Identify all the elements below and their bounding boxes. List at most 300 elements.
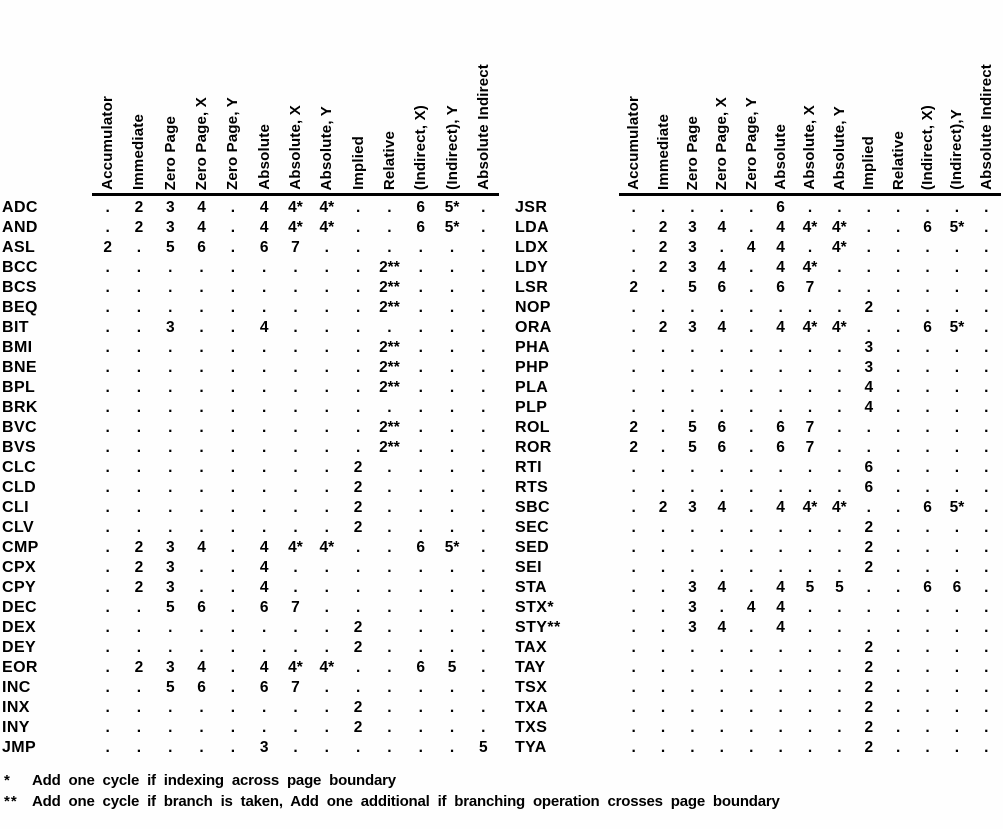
cycle-cell: . <box>631 339 636 356</box>
cycle-cell: . <box>387 679 392 696</box>
cycle-cell: . <box>418 619 423 636</box>
cycle-cell: . <box>660 559 666 576</box>
cycle-cell: . <box>293 259 298 276</box>
cycle-cell: . <box>837 619 842 636</box>
cycle-cell: . <box>837 559 842 576</box>
cycle-cell: . <box>954 239 960 256</box>
table-row <box>515 318 1001 338</box>
cycle-cell: 5* <box>949 319 965 336</box>
cycle-cell: . <box>984 599 989 616</box>
column-header: Zero Page, Y <box>742 97 760 190</box>
cycle-cell: 4 <box>717 319 727 336</box>
cycle-cell: . <box>168 279 173 296</box>
tables-row <box>2 6 1003 758</box>
cycle-cell: . <box>199 439 204 456</box>
table-row <box>2 538 499 558</box>
opcode-label: TAY <box>515 659 546 676</box>
cycle-cell: 2 <box>658 259 668 276</box>
cycle-cell: . <box>954 339 960 356</box>
cycle-cell: . <box>449 399 455 416</box>
cycle-cell: 3 <box>165 199 175 216</box>
cycle-cell: 4* <box>288 539 303 556</box>
cycle-cell: . <box>418 639 423 656</box>
cycle-cell: 4 <box>864 399 874 416</box>
cycle-cell: . <box>895 199 901 216</box>
cycle-cell: . <box>136 679 142 696</box>
cycle-cell: . <box>168 379 173 396</box>
cycle-cell: . <box>719 539 724 556</box>
cycle-cell: . <box>262 299 267 316</box>
cycle-cell: . <box>837 299 842 316</box>
cycle-cell: . <box>199 279 204 296</box>
cycle-cell: 6 <box>197 679 206 696</box>
table-row <box>515 618 1001 638</box>
cycle-cell: . <box>807 699 813 716</box>
cycle-cell: . <box>749 299 754 316</box>
cycle-cell: . <box>136 699 142 716</box>
cycle-cell: . <box>866 199 871 216</box>
cycle-cell: . <box>807 299 813 316</box>
cycle-cell: 6 <box>717 279 727 296</box>
cycle-cell: . <box>719 699 724 716</box>
cycle-cell: . <box>660 739 666 756</box>
cycle-cell: . <box>481 279 486 296</box>
cycle-cell: . <box>324 279 329 296</box>
cycle-cell: . <box>660 279 666 296</box>
cycle-cell: . <box>660 579 666 596</box>
cycle-cell: . <box>660 539 666 556</box>
cycle-cell: 6 <box>923 319 932 336</box>
opcode-label: LSR <box>515 279 549 296</box>
column-header: Absolute <box>255 124 273 190</box>
cycle-cell: . <box>262 479 267 496</box>
cycle-cell: . <box>481 499 486 516</box>
cycle-cell: . <box>954 639 960 656</box>
cycle-cell: . <box>866 239 871 256</box>
cycle-cell: . <box>387 319 392 336</box>
cycle-cell: . <box>230 599 236 616</box>
cycle-cell: . <box>136 439 142 456</box>
table-row <box>2 718 499 738</box>
column-header: Zero Page, X <box>713 96 731 190</box>
cycle-cell: . <box>230 279 236 296</box>
column-header-cell <box>766 6 795 190</box>
cycle-cell: . <box>324 519 329 536</box>
opcode-label: ROL <box>515 419 550 436</box>
column-headers <box>2 6 499 190</box>
cycle-cell: . <box>749 379 754 396</box>
cycle-cell: . <box>105 279 110 296</box>
cycle-cell: . <box>324 559 329 576</box>
cycle-cell: . <box>418 599 423 616</box>
cycle-cell: . <box>387 519 392 536</box>
cycle-cell: 4* <box>832 319 847 336</box>
cycle-cell: . <box>136 359 142 376</box>
cycle-cell: . <box>418 719 423 736</box>
cycle-cell: . <box>199 499 204 516</box>
cycle-cell: 5* <box>444 219 460 236</box>
cycle-cell: . <box>481 719 486 736</box>
cycle-cell: . <box>984 319 989 336</box>
cycle-cell: 4 <box>717 579 727 596</box>
cycle-cell: 4* <box>832 499 847 516</box>
cycle-cell: . <box>105 559 110 576</box>
cycle-cell: . <box>387 239 392 256</box>
cycle-cell: . <box>895 659 901 676</box>
cycle-cell: . <box>837 519 842 536</box>
table-row <box>515 518 1001 538</box>
cycle-cell: . <box>355 539 361 556</box>
cycle-cell: . <box>199 299 204 316</box>
cycle-cell: . <box>895 679 901 696</box>
cycle-cell: 2 <box>629 439 638 456</box>
cycle-cell: . <box>230 619 236 636</box>
cycle-cell: . <box>293 479 298 496</box>
cycle-cell: . <box>631 359 636 376</box>
cycle-cell: . <box>778 699 783 716</box>
cycle-cell: . <box>168 499 173 516</box>
cycle-cell: . <box>690 639 695 656</box>
cycle-cell: . <box>984 459 989 476</box>
cycle-cell: . <box>984 219 989 236</box>
cycle-cell: . <box>719 339 724 356</box>
cycle-cell: . <box>449 559 455 576</box>
cycle-cell: . <box>324 399 329 416</box>
cycle-cell: . <box>355 419 361 436</box>
cycle-cell: . <box>324 579 329 596</box>
cycle-cell: . <box>660 439 666 456</box>
cycle-cell: . <box>168 639 173 656</box>
cycle-cell: . <box>895 379 901 396</box>
cycle-cell: . <box>749 259 754 276</box>
cycle-cell: . <box>690 199 695 216</box>
cycle-cell: . <box>481 339 486 356</box>
cycle-cell: . <box>925 599 930 616</box>
table-row <box>515 218 1001 238</box>
cycle-cell: . <box>449 699 455 716</box>
cycle-cell: 3 <box>165 319 175 336</box>
column-header-cell <box>678 6 707 190</box>
cycle-cell: . <box>837 259 842 276</box>
cycle-cell: 3 <box>688 579 697 596</box>
cycle-cell: . <box>481 379 486 396</box>
cycle-cell: . <box>105 679 110 696</box>
cycle-cell: . <box>105 259 110 276</box>
table-row <box>2 438 499 458</box>
cycle-cell: 2 <box>658 319 668 336</box>
cycle-cell: . <box>199 719 204 736</box>
cycle-cell: 7 <box>805 419 815 436</box>
cycle-cell: . <box>293 699 298 716</box>
cycle-cell: . <box>262 399 267 416</box>
cycle-cell: . <box>631 259 636 276</box>
cycle-cell: . <box>387 619 392 636</box>
cycle-cell: . <box>355 599 361 616</box>
cycle-cell: . <box>925 259 930 276</box>
cycle-cell: . <box>324 439 329 456</box>
cycle-cell: . <box>807 559 813 576</box>
cycle-cell: . <box>105 499 110 516</box>
cycle-cell: . <box>660 679 666 696</box>
cycle-cell: . <box>778 399 783 416</box>
cycle-cell: . <box>837 279 842 296</box>
cycle-cell: . <box>449 599 455 616</box>
cycle-cell: . <box>168 519 173 536</box>
column-headers <box>515 6 1001 190</box>
cycle-cell: 5 <box>688 439 697 456</box>
opcode-label: RTI <box>515 459 542 476</box>
table-row <box>2 258 499 278</box>
cycle-cell: 4 <box>776 319 785 336</box>
cycle-cell: 6 <box>776 279 785 296</box>
cycle-cell: . <box>136 259 142 276</box>
cycle-cell: . <box>866 279 871 296</box>
cycle-cell: . <box>355 739 361 756</box>
cycle-cell: . <box>631 379 636 396</box>
opcode-label: INX <box>2 699 30 716</box>
cycle-cell: 7 <box>291 679 300 696</box>
cycle-cell: . <box>895 299 901 316</box>
cycle-cell: 2** <box>379 279 400 296</box>
cycle-cell: . <box>631 679 636 696</box>
cycle-cell: . <box>778 739 783 756</box>
cycle-cell: . <box>199 739 204 756</box>
cycle-cell: 5 <box>479 739 488 756</box>
cycle-cell: . <box>262 459 267 476</box>
cycle-cell: . <box>984 679 989 696</box>
cycle-cell: . <box>449 379 455 396</box>
cycle-cell: 2 <box>134 539 144 556</box>
opcode-label: BPL <box>2 379 36 396</box>
cycle-cell: 3 <box>688 319 697 336</box>
cycle-cell: . <box>481 439 486 456</box>
cycle-cell: . <box>481 559 486 576</box>
cycle-cell: . <box>895 259 901 276</box>
cycle-cell: . <box>199 339 204 356</box>
cycle-cell: . <box>293 459 298 476</box>
cycle-cell: . <box>418 419 423 436</box>
column-header-cell <box>619 6 648 190</box>
cycle-cell: 5 <box>688 419 697 436</box>
cycle-cell: . <box>925 699 930 716</box>
column-header: Implied <box>860 136 878 190</box>
cycle-cell: . <box>631 319 636 336</box>
cycle-cell: . <box>954 459 960 476</box>
cycle-cell: 2 <box>864 739 874 756</box>
cycle-cell: . <box>262 439 267 456</box>
cycle-cell: . <box>749 359 754 376</box>
cycle-cell: . <box>105 439 110 456</box>
cycle-cell: . <box>262 379 267 396</box>
cycle-cell: . <box>230 199 236 216</box>
column-header: Zero Page <box>683 115 701 190</box>
table-row <box>515 658 1001 678</box>
table-row <box>2 658 499 678</box>
cycle-cell: 6 <box>416 659 426 676</box>
cycle-cell: . <box>230 579 236 596</box>
cycle-cell: . <box>199 639 204 656</box>
cycle-cell: . <box>324 319 329 336</box>
cycle-cell: . <box>984 639 989 656</box>
cycle-cell: . <box>925 519 930 536</box>
cycle-cell: 2 <box>353 699 363 716</box>
cycle-cell: . <box>631 719 636 736</box>
cycle-cell: . <box>925 379 930 396</box>
cycle-cell: . <box>837 679 842 696</box>
cycle-cell: . <box>984 619 989 636</box>
cycle-cell: . <box>105 219 110 236</box>
cycle-cell: . <box>778 519 783 536</box>
footnote-text: Add one cycle if indexing across page boundary <box>32 772 396 789</box>
cycle-cell: . <box>293 579 298 596</box>
cycle-cell: . <box>262 619 267 636</box>
cycle-cell: . <box>168 459 173 476</box>
cycle-cell: . <box>481 259 486 276</box>
cycle-cell: . <box>230 459 236 476</box>
cycle-cell: . <box>925 299 930 316</box>
table-row <box>515 738 1001 758</box>
opcode-label: BCS <box>2 279 37 296</box>
column-header: Immediate <box>130 114 148 190</box>
opcode-label: TXA <box>515 699 549 716</box>
cycle-cell: . <box>631 599 636 616</box>
cycle-cell: . <box>631 459 636 476</box>
cycle-cell: . <box>749 479 754 496</box>
cycle-cell: . <box>355 379 361 396</box>
opcode-label: BVS <box>2 439 37 456</box>
cycle-cell: . <box>168 299 173 316</box>
header-corner <box>2 6 92 190</box>
cycle-cell: . <box>418 299 423 316</box>
table-row <box>515 638 1001 658</box>
cycle-cell: 6 <box>259 239 269 256</box>
cycle-cell: . <box>660 659 666 676</box>
cycle-cell: . <box>230 499 236 516</box>
cycle-cell: . <box>895 219 901 236</box>
cycle-cell: . <box>481 639 486 656</box>
cycle-cell: . <box>105 299 110 316</box>
column-header-cell <box>123 6 154 190</box>
cycle-cell: . <box>199 259 204 276</box>
opcode-label: SED <box>515 539 550 556</box>
column-header-cell <box>468 6 499 190</box>
cycle-cell: . <box>749 539 754 556</box>
cycle-cell: 6 <box>416 539 426 556</box>
cycle-cell: 4* <box>288 659 303 676</box>
cycle-cell: . <box>807 519 813 536</box>
cycle-cell: 2 <box>134 659 144 676</box>
cycle-cell: 2 <box>864 639 874 656</box>
cycle-cell: . <box>954 479 960 496</box>
cycle-cell: . <box>895 459 901 476</box>
cycle-cell: . <box>168 479 173 496</box>
cycle-cell: . <box>807 719 813 736</box>
cycle-cell: . <box>984 259 989 276</box>
cycle-cell: . <box>199 419 204 436</box>
cycle-cell: . <box>954 539 960 556</box>
cycle-cell: 2** <box>379 379 400 396</box>
column-header: Implied <box>349 136 367 190</box>
footnote-marker: ** <box>4 793 18 810</box>
table-row <box>515 578 1001 598</box>
column-header-cell <box>280 6 311 190</box>
cycle-cell: . <box>690 299 695 316</box>
cycle-cell: . <box>895 239 901 256</box>
cycle-cell: 4* <box>802 219 818 236</box>
cycle-cell: . <box>807 339 813 356</box>
cycle-cell: . <box>719 719 724 736</box>
cycle-cell: . <box>778 359 783 376</box>
cycle-cell: . <box>778 659 783 676</box>
cycle-cell: . <box>778 459 783 476</box>
cycle-cell: . <box>324 619 329 636</box>
column-header-cell <box>405 6 436 190</box>
cycle-cell: . <box>778 679 783 696</box>
cycle-cell: 4 <box>259 659 269 676</box>
cycle-cell: . <box>293 519 298 536</box>
cycle-cell: . <box>954 679 960 696</box>
column-header: Absolute <box>772 124 790 190</box>
footnotes <box>2 770 1003 812</box>
cycle-cell: . <box>925 539 930 556</box>
cycle-cell: 4 <box>259 539 269 556</box>
cycle-cell: . <box>105 739 110 756</box>
cycle-cell: . <box>230 719 236 736</box>
cycle-cell: . <box>168 259 173 276</box>
cycle-cell: 2 <box>353 479 363 496</box>
cycle-cell: . <box>105 599 110 616</box>
cycle-cell: . <box>449 479 455 496</box>
table-row <box>515 438 1001 458</box>
cycle-cell: 5 <box>447 659 457 676</box>
cycle-cell: . <box>660 339 666 356</box>
cycle-cell: . <box>105 719 110 736</box>
cycle-cell: . <box>324 239 329 256</box>
cycle-cell: . <box>719 599 724 616</box>
cycle-cell: . <box>449 459 455 476</box>
opcode-label: ROR <box>515 439 552 456</box>
cycle-cell: . <box>387 539 392 556</box>
cycle-cell: . <box>954 359 960 376</box>
cycle-cell: . <box>293 319 298 336</box>
cycle-cell: . <box>954 379 960 396</box>
cycle-cell: . <box>230 739 236 756</box>
column-header: (Indirect, X) <box>412 104 430 190</box>
cycle-cell: 2 <box>353 619 363 636</box>
column-header: Immediate <box>654 114 672 190</box>
column-header: (Indirect),Y <box>948 109 966 190</box>
cycle-cell: . <box>355 359 361 376</box>
column-header: Absolute Indirect <box>474 64 492 190</box>
cycle-cell: 4 <box>776 499 785 516</box>
cycle-cell: . <box>807 399 813 416</box>
cycle-cell: 6 <box>776 199 785 216</box>
opcode-label: TAX <box>515 639 548 656</box>
cycle-cell: . <box>837 459 842 476</box>
cycle-cell: . <box>631 619 636 636</box>
cycle-cell: . <box>749 579 754 596</box>
cycle-cell: . <box>866 219 871 236</box>
cycle-cell: . <box>984 399 989 416</box>
cycle-cell: . <box>837 699 842 716</box>
cycle-cell: . <box>418 519 423 536</box>
cycle-cell: 5 <box>165 679 175 696</box>
cycle-cell: . <box>481 599 486 616</box>
cycle-cell: . <box>925 739 930 756</box>
cycle-cell: . <box>293 299 298 316</box>
cycle-cell: 4 <box>197 199 206 216</box>
cycle-cell: 3 <box>864 359 874 376</box>
